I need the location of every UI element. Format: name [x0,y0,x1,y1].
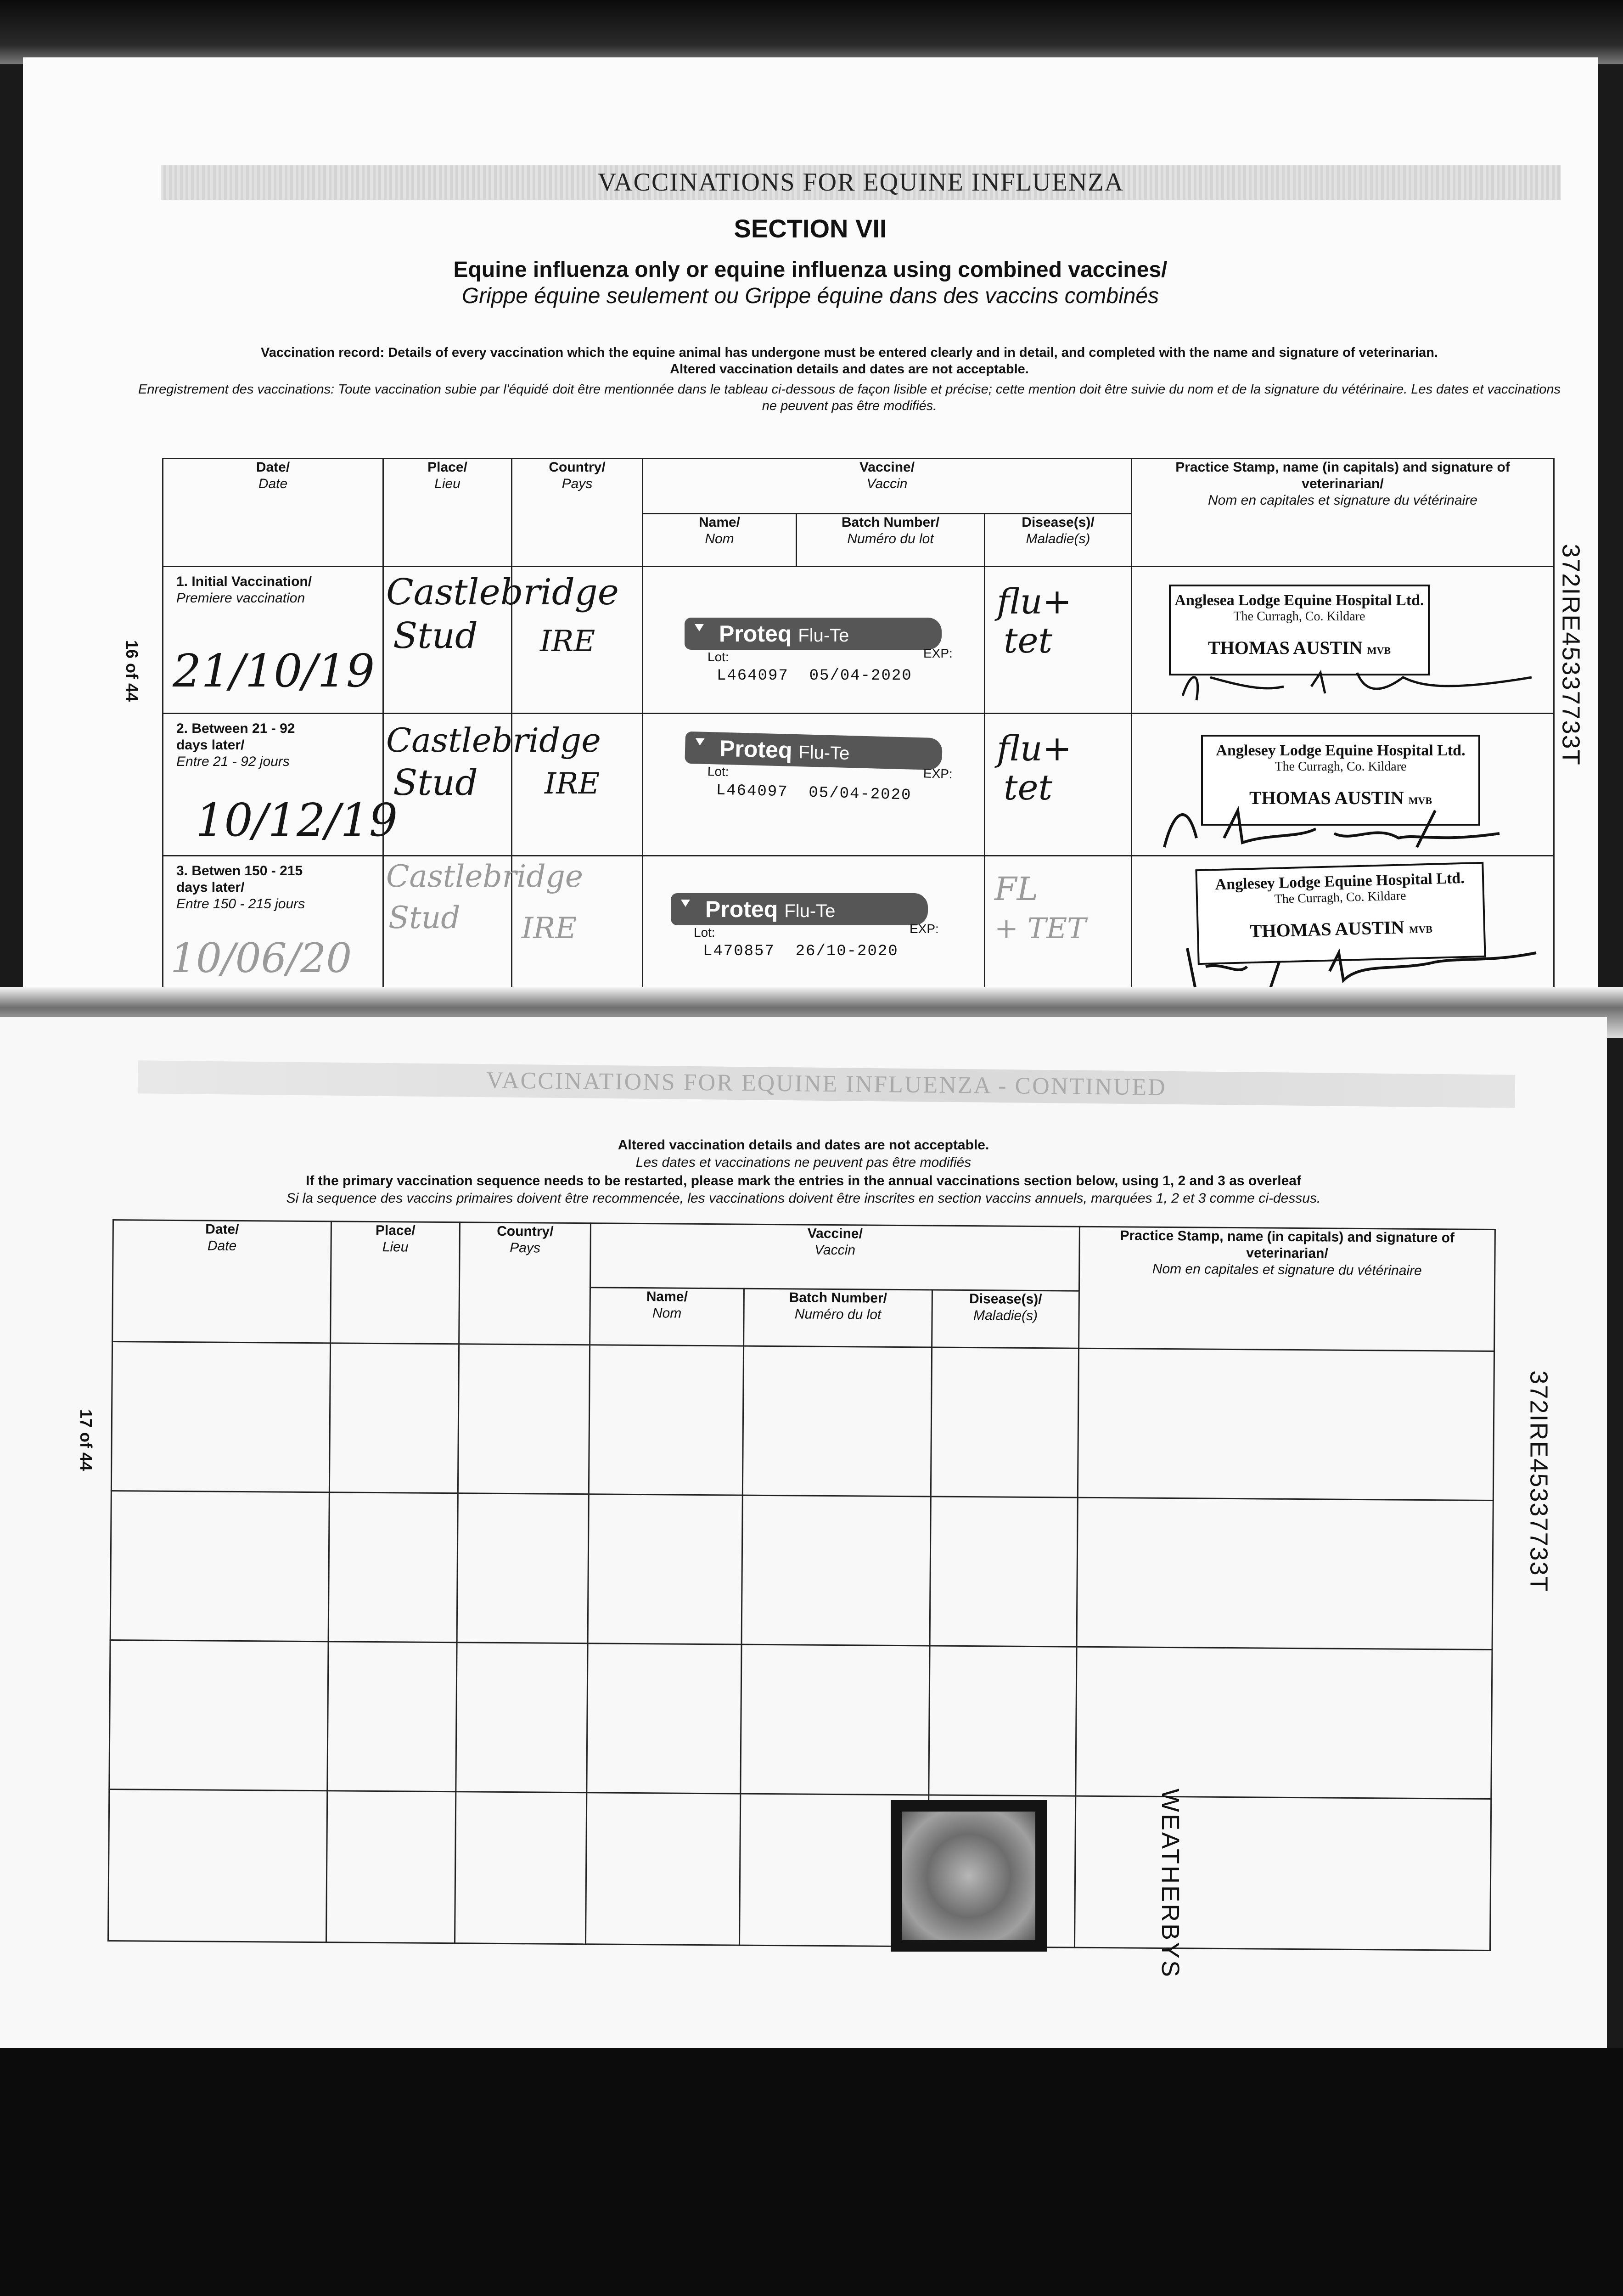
vaccine-sticker-cell [643,714,985,856]
header-practice-stamp: Practice Stamp, name (in capitals) and signature of veterinarian/ Nom en capitales et signature du vétérinaire [1079,1227,1495,1351]
handwritten-disease: flu+ [997,581,1072,622]
subtitle-french: Grippe équine seulement ou Grippe équine dans des vaccins combinés [461,284,1159,308]
header-date: Date/ Date [163,459,383,567]
handwritten-disease: flu+ [997,728,1072,769]
record-line-2: Altered vaccination details and dates are not acceptable. [670,362,1029,377]
restart-instruction-english: If the primary vaccination sequence needs to be restarted, please mark the entries in the annual vaccinations section below, using 1, 2 and 3 as overleaf [306,1173,1301,1188]
vaccine-label-sticker [671,893,939,964]
weatherbys-brand: WEATHERBYS [1157,1789,1184,1979]
handwritten-disease-2: + TET [994,912,1086,945]
header-batch-number: Batch Number/ Numéro du lot [797,514,985,567]
handwritten-disease-2: tet [1004,620,1053,661]
vaccine-label-sticker [685,618,953,689]
exp-label: EXP: [910,922,939,936]
batch-number: L470857 26/10-2020 [703,943,899,960]
handwritten-date: 10/06/20 [170,934,352,982]
scan-top-shadow [0,0,1623,64]
section-banner-continued [138,1060,1516,1108]
handwritten-place-2: Stud [388,900,461,935]
header-country: Country/ Pays [512,459,643,567]
handwritten-place: Castlebridge [386,859,583,894]
annual-vaccination-table [107,1219,1496,1951]
subtitle-english: Equine influenza only or equine influenza using combined vaccines/ [453,258,1168,282]
disease-cell [985,856,1132,1005]
table-row [163,714,1554,856]
date-cell: 2. Between 21 - 92 days later/ Entre 21 - 92 jours 10/12/19 [163,714,383,856]
stamp-cell [1132,567,1554,714]
practice-stamp: Anglesey Lodge Equine Hospital Ltd. The Curragh, Co. Kildare THOMAS AUSTIN MVB [1201,735,1480,826]
lot-label: Lot: [694,925,715,940]
table-row [163,567,1554,714]
vaccine-label-sticker [684,732,953,810]
header-vaccine: Vaccine/ Vaccin [643,459,1132,514]
date-cell: 1. Initial Vaccination/ Premiere vaccination 21/10/19 [163,567,383,714]
handwritten-place-2: Stud [393,615,478,657]
vaccine-sticker-cell [643,856,985,1005]
vet-signature [1160,783,1527,852]
altered-warning-french: Les dates et vaccinations ne peuvent pas être modifiés [635,1155,972,1170]
banner-title: VACCINATIONS FOR EQUINE INFLUENZA [597,168,1124,197]
table-row [108,1789,1491,1950]
exp-label: EXP: [923,646,953,660]
header-country: Country/ Pays [459,1222,591,1345]
header-vaccine-name: Name/ Nom [643,514,797,567]
vaccine-brand: Proteq Flu-Te [719,735,850,764]
vaccine-brand: Proteq Flu-Te [719,621,849,647]
header-batch-number: Batch Number/ Numéro du lot [744,1289,932,1347]
handwritten-place: Castlebridge [386,721,601,760]
primary-vaccination-table [162,458,1555,1006]
lot-label: Lot: [708,650,729,664]
section-heading: SECTION VII [734,214,887,243]
banner-title: VACCINATIONS FOR EQUINE INFLUENZA - CONTINUED [486,1067,1167,1101]
header-practice-stamp: Practice Stamp, name (in capitals) and signature of veterinarian/ Nom en capitales et signature du vétérinaire [1132,459,1554,567]
restart-instruction-french: Si la sequence des vaccins primaires doivent être recommencée, les vaccinations doivent être inscrites en section vaccins annuels, marquées 1, 2 et 3 comme ci-dessus. [286,1191,1321,1206]
stamp-cell [1132,856,1554,1005]
practice-stamp: Anglesey Lodge Equine Hospital Ltd. The Curragh, Co. Kildare THOMAS AUSTIN MVB [1195,862,1486,965]
vaccine-brand: Proteq Flu-Te [705,896,836,922]
record-instructions-english [138,344,1561,377]
country-cell [512,856,643,1005]
handwritten-disease-2: tet [1004,767,1053,808]
header-date: Date/ Date [112,1220,331,1343]
passport-id: 372IRE45337733T [1525,1370,1553,1593]
date-cell: 3. Betwen 150 - 215 days later/ Entre 150 - 215 jours 10/06/20 [163,856,383,1005]
scan-bottom-shadow [0,2048,1623,2296]
handwritten-country: IRE [522,912,577,945]
country-cell [512,567,643,714]
header-disease: Disease(s)/ Maladie(s) [985,514,1132,567]
handwritten-disease: FL [994,870,1039,908]
handwritten-place: Castlebridge [386,572,619,613]
hologram-security-seal [891,1800,1047,1952]
record-line-1: Vaccination record: Details of every vaccination which the equine animal has undergone must be entered clearly and in detail, and completed with the name and signature of veterinarian. [261,345,1438,360]
disease-cell [985,714,1132,856]
batch-number: L464097 05/04-2020 [716,782,912,805]
table-row [110,1491,1493,1649]
table-row [163,856,1554,1005]
section-banner [161,165,1561,200]
country-cell [512,714,643,856]
exp-label: EXP: [923,766,953,781]
table-row [109,1640,1492,1799]
page-number: 17 of 44 [77,1409,96,1471]
passport-page-16 [23,57,1598,1015]
handwritten-country: IRE [545,767,600,801]
vet-signature [1174,659,1541,709]
header-place: Place/ Lieu [383,459,512,567]
lot-label: Lot: [707,764,729,779]
table-row [111,1342,1494,1501]
disease-cell [985,567,1132,714]
passport-page-17 [0,1017,1607,2048]
handwritten-date: 10/12/19 [196,794,398,847]
page-number: 16 of 44 [123,640,142,702]
passport-id: 372IRE45337733T [1557,544,1585,766]
stamp-cell [1132,714,1554,856]
handwritten-place-2: Stud [393,762,478,804]
header-vaccine-name: Name/ Nom [590,1288,744,1346]
header-vaccine: Vaccine/ Vaccin [590,1223,1079,1291]
handwritten-date: 21/10/19 [173,645,375,698]
header-place: Place/ Lieu [331,1221,460,1344]
batch-number: L464097 05/04-2020 [717,667,912,685]
vaccine-sticker-cell [643,567,985,714]
header-disease: Disease(s)/ Maladie(s) [932,1290,1079,1348]
record-instructions-french: Enregistrement des vaccinations: Toute vaccination subie par l'équidé doit être mentionnée dans le tableau ci-dessous de façon lisible et précise; cette mention doit être suivie du nom et de la signature du vétérinaire. Les dates et vaccinations ne peuvent pas être modifiés. [138,382,1561,413]
handwritten-country: IRE [540,625,595,658]
altered-warning-english: Altered vaccination details and dates are not acceptable. [618,1137,989,1153]
practice-stamp: Anglesea Lodge Equine Hospital Ltd. The Curragh, Co. Kildare THOMAS AUSTIN MVB [1169,585,1430,675]
